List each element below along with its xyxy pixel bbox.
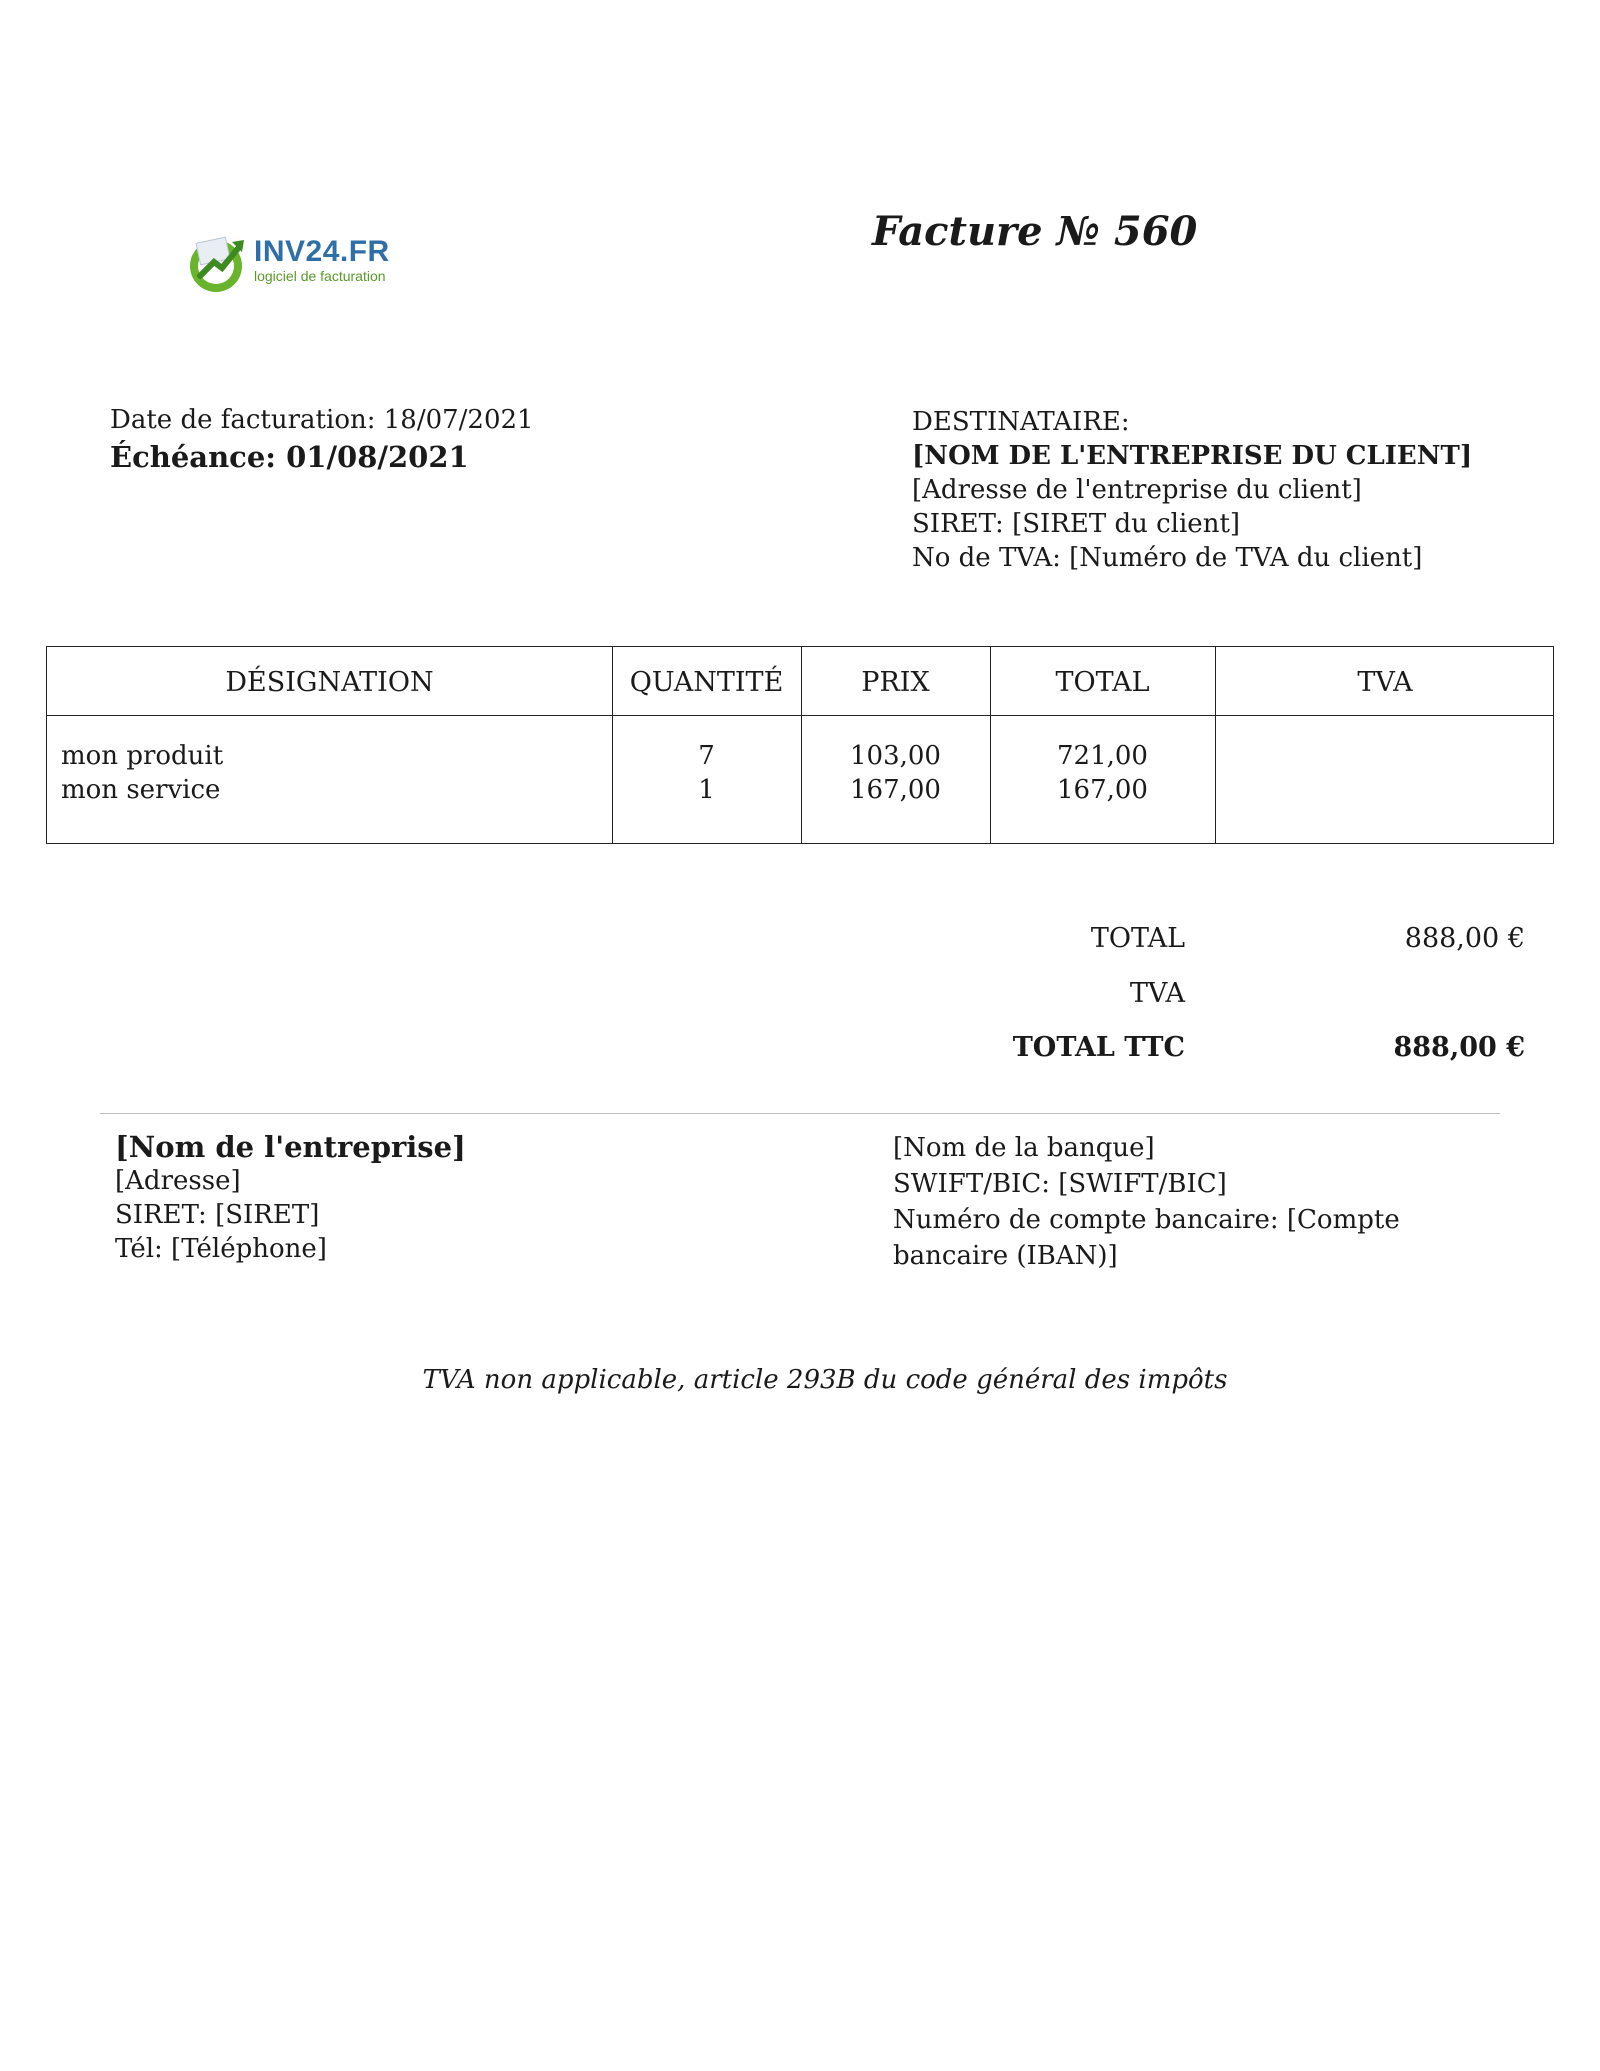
- invoice-title: Facture № 560: [872, 208, 1198, 255]
- billing-date: Date de facturation: 18/07/2021: [110, 405, 534, 435]
- items-table: [46, 646, 1554, 844]
- growth-chart-icon: [186, 232, 250, 296]
- header-price: PRIX: [861, 667, 930, 698]
- header-vat: TVA: [1357, 667, 1413, 698]
- summary-vat-label: TVA: [1129, 978, 1185, 1009]
- summary-total-label: TOTAL: [1090, 923, 1185, 954]
- company-logo: [186, 232, 396, 302]
- bank-name: [Nom de la banque]: [893, 1133, 1155, 1163]
- seller-phone: Tél: [Téléphone]: [115, 1234, 327, 1264]
- row-2-designation: mon service: [61, 775, 221, 805]
- summary-ttc-value: 888,00 €: [1393, 1032, 1525, 1063]
- row-2-quantity: 1: [698, 775, 715, 805]
- seller-name: [Nom de l'entreprise]: [115, 1130, 466, 1164]
- summary-total-value: 888,00 €: [1404, 923, 1525, 954]
- bank-block: [893, 1130, 1493, 1274]
- seller-siret: SIRET: [SIRET]: [115, 1200, 320, 1230]
- seller-address: [Adresse]: [115, 1166, 241, 1196]
- seller-block: [115, 1130, 466, 1266]
- client-address: [Adresse de l'entreprise du client]: [912, 475, 1362, 505]
- client-block: [912, 405, 1472, 575]
- header-divider: [47, 715, 1553, 716]
- vat-exemption-note: TVA non applicable, article 293B du code général des impôts: [422, 1365, 1228, 1395]
- logo-title: INV24.FR: [254, 235, 390, 268]
- row-1-quantity: 7: [698, 741, 715, 771]
- footer-divider: [100, 1113, 1500, 1114]
- client-heading: DESTINATAIRE:: [912, 407, 1130, 437]
- header-designation: DÉSIGNATION: [225, 667, 434, 698]
- row-1-price: 103,00: [850, 741, 941, 771]
- row-1-designation: mon produit: [61, 741, 224, 771]
- due-date: Échéance: 01/08/2021: [110, 440, 469, 474]
- row-1-total: 721,00: [1057, 741, 1148, 771]
- summary-ttc-label: TOTAL TTC: [1012, 1032, 1185, 1063]
- client-vat: No de TVA: [Numéro de TVA du client]: [912, 543, 1423, 573]
- bank-account: Numéro de compte bancaire: [Compte bancaire (IBAN)]: [893, 1205, 1400, 1271]
- row-2-price: 167,00: [850, 775, 941, 805]
- logo-subtitle: logiciel de facturation: [254, 268, 386, 284]
- header-total: TOTAL: [1055, 667, 1150, 698]
- client-siret: SIRET: [SIRET du client]: [912, 509, 1241, 539]
- row-2-total: 167,00: [1057, 775, 1148, 805]
- bank-swift: SWIFT/BIC: [SWIFT/BIC]: [893, 1169, 1227, 1199]
- header-quantity: QUANTITÉ: [629, 667, 784, 698]
- client-name: [NOM DE L'ENTREPRISE DU CLIENT]: [912, 441, 1473, 471]
